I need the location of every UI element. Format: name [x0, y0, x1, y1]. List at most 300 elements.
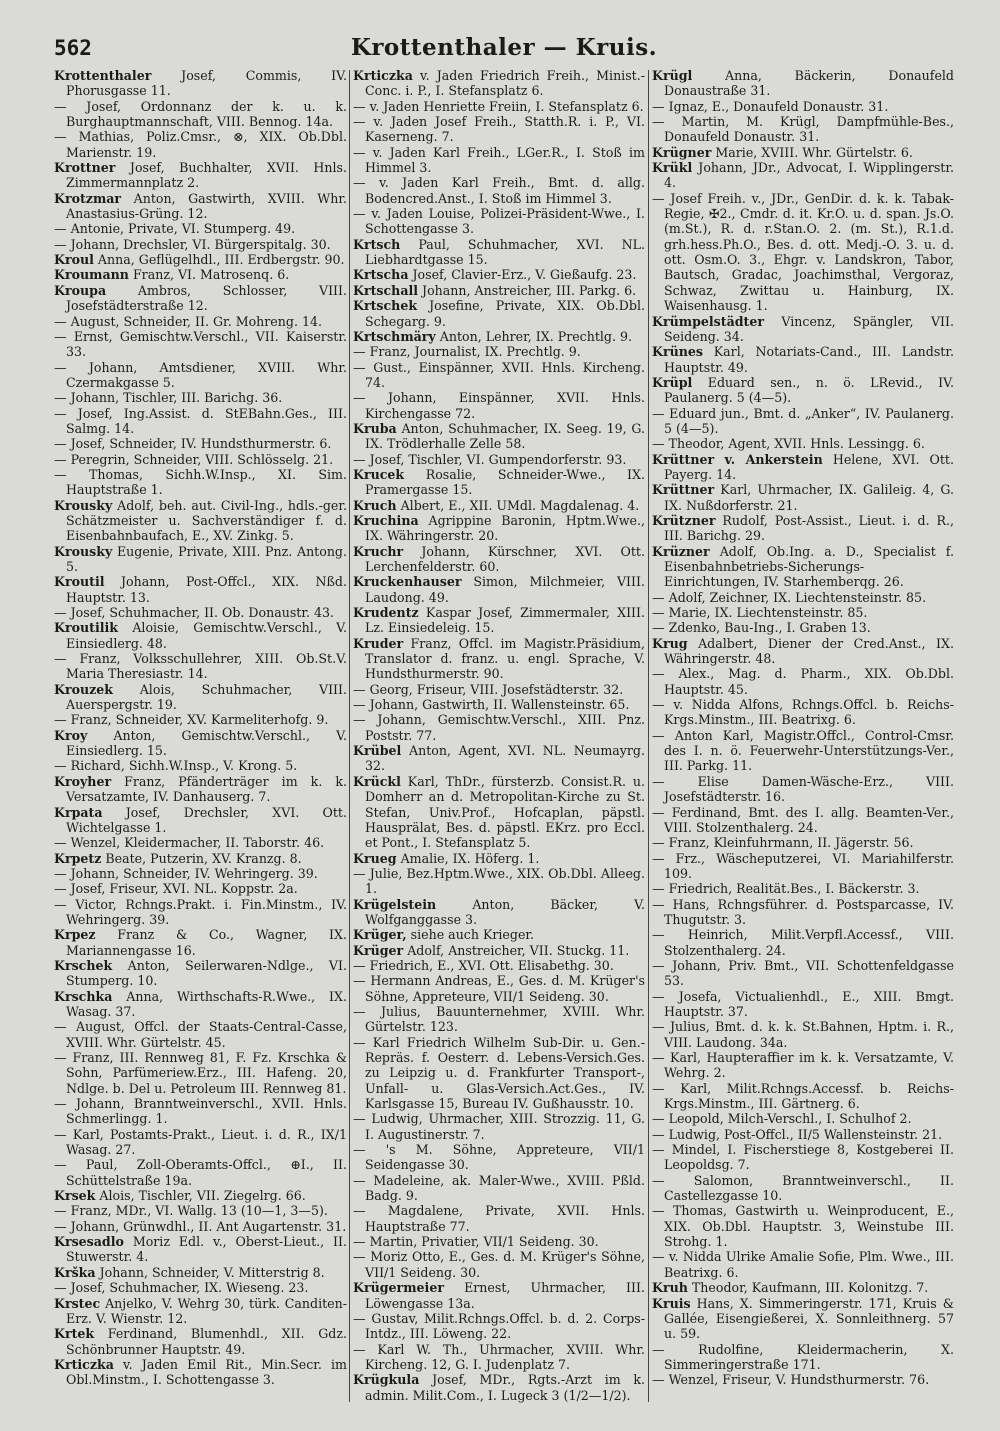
directory-entry	[652, 835, 954, 850]
entry-columns	[54, 68, 954, 1408]
directory-entry	[652, 958, 954, 989]
directory-entry	[353, 927, 645, 942]
entry-surname: Krug	[652, 635, 688, 651]
entry-details: Anton, Gastwirth, XVIII. Whr. Anastasius-Grüng. 12.	[66, 190, 347, 222]
directory-entry	[353, 851, 645, 866]
directory-entry	[353, 973, 645, 1004]
entry-details: — v. Jaden Karl Freih., Bmt. d. allg. Bodencred.Anst., I. Stoß im Himmel 3.	[353, 175, 645, 206]
directory-entry	[652, 1372, 954, 1387]
entry-details: Helene, XVI. Ott. Payerg. 14.	[664, 451, 954, 482]
entry-details: Josef, MDr., Rgts.-Arzt im k. admin. Milit.Com., I. Lugeck 3 (1/2—1/2).	[365, 1372, 645, 1403]
directory-entry	[54, 774, 347, 805]
entry-surname: Krschek	[54, 957, 113, 973]
entry-details: — Karl, Haupteraffier im k. k. Versatzamte, V. Wehrg. 2.	[652, 1050, 954, 1081]
directory-entry	[652, 697, 954, 728]
entry-details: Paul, Schuhmacher, XVI. NL. Liebhardtgasse 15.	[365, 236, 645, 268]
directory-entry	[54, 805, 347, 836]
entry-details: Anton, Lehrer, IX. Prechtlg. 9.	[435, 328, 633, 344]
entry-details: — Leopold, Milch-Verschl., I. Schulhof 2.	[652, 1111, 912, 1127]
directory-entry	[54, 712, 347, 727]
entry-details: Amalie, IX. Höferg. 1.	[396, 850, 540, 866]
directory-entry	[54, 605, 347, 620]
entry-details: Anton, Seilerwaren-Ndlge., VI. Stumperg. 10.	[66, 957, 347, 989]
entry-surname: Kruba	[353, 420, 397, 436]
entry-details: Adolf, beh. aut. Civil-Ing., hdls.-ger. Schätzmeister u. Sachverständiger f. d. Eisenbahnbaufach, E., XV. Zinkg. 5.	[66, 497, 347, 544]
directory-entry	[54, 406, 347, 437]
entry-details: v. Jaden Friedrich Freih., Minist.-Conc. i. P., I. Stefansplatz 6.	[365, 68, 645, 99]
directory-entry	[652, 927, 954, 958]
entry-surname: Kroyher	[54, 773, 112, 789]
entry-surname: Krüttner	[652, 482, 715, 498]
entry-details: — Julius, Bauunternehmer, XVIII. Whr. Gürtelstr. 123.	[353, 1003, 645, 1035]
entry-details: — Franz, MDr., VI. Wallg. 13 (10—1, 3—5).	[54, 1203, 328, 1219]
directory-entry	[54, 467, 347, 498]
directory-entry	[353, 237, 645, 268]
directory-entry	[353, 99, 645, 114]
entry-surname: Krticzka	[353, 68, 413, 83]
entry-surname: Krticzka	[54, 1356, 114, 1372]
entry-details: — Johann, Schneider, IV. Wehringerg. 39.	[54, 865, 318, 881]
entry-details: Moriz Edl. v., Oberst-Lieut., II. Stuwerstr. 4.	[66, 1234, 347, 1265]
entry-surname: Krützner	[652, 512, 716, 528]
directory-entry	[54, 237, 347, 252]
entry-details: Adolf, Anstreicher, VII. Stuckg. 11.	[403, 942, 630, 958]
entry-details: — Ferdinand, Bmt. des I. allg. Beamten-Ver., VIII. Stolzenthalerg. 24.	[652, 804, 954, 835]
directory-entry	[353, 68, 645, 99]
entry-surname: Krtschmäry	[353, 328, 436, 344]
entry-details: siehe auch Krieger.	[406, 927, 535, 943]
entry-details: — Friedrich, Realität.Bes., I. Bäckerstr. 3.	[652, 881, 920, 897]
directory-entry	[652, 666, 954, 697]
directory-entry	[652, 406, 954, 437]
directory-entry	[54, 927, 347, 958]
directory-entry	[652, 1081, 954, 1112]
running-head: Krottenthaler — Kruis.	[350, 34, 658, 61]
directory-entry	[652, 436, 954, 451]
entry-surname: Kruis	[652, 1295, 691, 1311]
entry-details: Ernest, Uhrmacher, III. Löwengasse 13a.	[365, 1280, 645, 1311]
directory-entry	[652, 989, 954, 1020]
entry-details: — Richard, Sichh.W.Insp., V. Krong. 5.	[54, 758, 298, 774]
directory-entry	[652, 1173, 954, 1204]
entry-surname: Kruder	[353, 635, 404, 651]
entry-details: — v. Jaden Karl Freih., LGer.R., I. Stoß im Himmel 3.	[353, 144, 645, 176]
entry-details: Anton, Gemischtw.Verschl., V. Einsiedlerg. 15.	[66, 727, 347, 759]
directory-entry	[353, 1004, 645, 1035]
entry-details: Anjelko, V. Wehrg 30, türk. Canditen-Erz. V. Wienstr. 12.	[66, 1295, 347, 1326]
directory-entry	[652, 881, 954, 896]
directory-entry	[652, 851, 954, 882]
entry-surname: Krstec	[54, 1295, 101, 1311]
directory-entry	[652, 1280, 954, 1295]
directory-entry	[353, 1342, 645, 1373]
entry-surname: Kroutilik	[54, 620, 119, 636]
directory-entry	[54, 390, 347, 405]
directory-entry	[54, 835, 347, 850]
directory-entry	[54, 252, 347, 267]
directory-entry	[353, 682, 645, 697]
page-number: 562	[54, 36, 92, 60]
directory-entry	[353, 943, 645, 958]
directory-entry	[54, 68, 347, 99]
entry-details: Marie, XVIII. Whr. Gürtelstr. 6.	[711, 144, 913, 160]
entry-surname: Krüzner	[652, 543, 710, 559]
entry-details: — Thomas, Sichh.W.Insp., XI. Sim. Hauptstraße 1.	[54, 466, 347, 498]
entry-surname: Krügl	[652, 68, 693, 83]
entry-details: — Wenzel, Friseur, V. Hundsthurmerstr. 76.	[652, 1372, 930, 1388]
entry-details: — Julius, Bmt. d. k. k. St.Bahnen, Hptm. i. R., VIII. Laudong. 34a.	[652, 1019, 954, 1050]
directory-entry	[54, 651, 347, 682]
entry-details: Hans, X. Simmeringerstr. 171, Kruis & Gallée, Eisengießerei, X. Sonnleithnerg. 57 u. 59.	[664, 1295, 954, 1342]
entry-details: Anton, Bäcker, V. Wolfganggasse 3.	[365, 896, 645, 927]
entry-details: — Mathias, Poliz.Cmsr., ⊗, XIX. Ob.Dbl. Marienstr. 19.	[54, 129, 347, 160]
entry-details: — Antonie, Private, VI. Stumperg. 49.	[54, 221, 296, 237]
directory-entry	[353, 897, 645, 928]
directory-entry	[353, 175, 645, 206]
directory-entry	[54, 1157, 347, 1188]
entry-details: Ambros, Schlosser, VIII. Josefstädterstraße 12.	[66, 282, 347, 314]
entry-details: — Peregrin, Schneider, VIII. Schlösselg. 21.	[54, 451, 334, 467]
entry-details: Franz, VI. Matrosenq. 6.	[128, 267, 290, 283]
directory-entry	[54, 452, 347, 467]
directory-entry	[353, 452, 645, 467]
directory-entry	[652, 482, 954, 513]
directory-entry	[652, 774, 954, 805]
directory-entry	[54, 897, 347, 928]
entry-surname: Krüttner v. Ankerstein	[652, 451, 823, 467]
directory-entry	[353, 298, 645, 329]
column-rule	[349, 70, 350, 1402]
entry-details: — Frz., Wäscheputzerei, VI. Mariahilferstr. 109.	[652, 850, 954, 881]
directory-entry	[353, 1173, 645, 1204]
entry-details: — Friedrich, E., XVI. Ott. Elisabethg. 30.	[353, 957, 614, 973]
entry-details: Josef, Drechsler, XVI. Ott. Wichtelgasse 1.	[66, 804, 347, 835]
directory-entry	[54, 1326, 347, 1357]
directory-entry	[54, 314, 347, 329]
entry-details: — Josef, Ordonnanz der k. u. k. Burghauptmannschaft, VIII. Bennog. 14a.	[54, 98, 347, 130]
entry-details: — Adolf, Zeichner, IX. Liechtensteinstr. 85.	[652, 589, 927, 605]
directory-entry	[54, 1203, 347, 1218]
entry-surname: Krtsch	[353, 236, 401, 252]
entry-surname: Krousky	[54, 497, 113, 513]
directory-entry	[652, 1203, 954, 1249]
entry-details: — Thomas, Gastwirth u. Weinproducent, E., XIX. Ob.Dbl. Hauptstr. 3, Weinstube III. Strohg. 1.	[652, 1203, 954, 1250]
directory-entry	[54, 1188, 347, 1203]
entry-details: — August, Offcl. der Staats-Central-Casse, XVIII. Whr. Gürtelstr. 45.	[54, 1019, 347, 1050]
entry-details: Albert, E., XII. UMdl. Magdalenag. 4.	[396, 497, 640, 513]
directory-entry	[54, 620, 347, 651]
directory-entry	[54, 1296, 347, 1327]
entry-details: — Mindel, I. Fischerstiege 8, Kostgeberei II. Leopoldsg. 7.	[652, 1142, 954, 1173]
directory-entry	[652, 191, 954, 314]
directory-entry	[652, 160, 954, 191]
entry-details: — Franz, Schneider, XV. Karmeliterhofg. 9.	[54, 712, 329, 728]
directory-entry	[353, 605, 645, 636]
directory-entry	[353, 636, 645, 682]
entry-details: Johann, Schneider, V. Mitterstrig 8.	[95, 1264, 325, 1280]
entry-details: — Zdenko, Bau-Ing., I. Graben 13.	[652, 620, 871, 636]
entry-surname: Krottner	[54, 160, 116, 176]
directory-entry	[652, 68, 954, 99]
directory-entry	[652, 114, 954, 145]
entry-details: Theodor, Kaufmann, III. Kolonitzg. 7.	[687, 1280, 929, 1296]
entry-surname: Kroutil	[54, 574, 105, 590]
entry-details: — Martin, M. Krügl, Dampfmühle-Bes., Donaufeld Donaustr. 31.	[652, 114, 954, 145]
entry-details: Eugenie, Private, XIII. Pnz. Antong. 5.	[66, 543, 347, 574]
directory-entry	[54, 221, 347, 236]
entry-surname: Krotzmar	[54, 190, 122, 206]
entry-details: — Josefa, Victualienhdl., E., XIII. Bmgt. Hauptstr. 37.	[652, 988, 954, 1019]
entry-details: Johann, Anstreicher, III. Parkg. 6.	[418, 282, 637, 298]
directory-entry	[54, 1127, 347, 1158]
entry-surname: Kruch	[353, 497, 397, 513]
entry-details: — Ludwig, Post-Offcl., II/5 Wallensteinstr. 21.	[652, 1126, 943, 1142]
entry-details: — Josef, Friseur, XVI. NL. Koppstr. 2a.	[54, 881, 298, 897]
entry-surname: Krüger	[353, 942, 404, 958]
entry-surname: Krünes	[652, 344, 703, 360]
directory-entry	[652, 1050, 954, 1081]
entry-surname: Krümpelstädter	[652, 313, 765, 329]
entry-surname: Krpez	[54, 927, 96, 943]
entry-details: — Johann, Grünwdhl., II. Ant Augartenstr. 31.	[54, 1218, 347, 1234]
directory-entry	[652, 1249, 954, 1280]
directory-entry	[54, 574, 347, 605]
directory-entry	[54, 498, 347, 544]
entry-details: — Hermann Andreas, E., Ges. d. M. Krüger's Söhne, Appreteure, VII/1 Seideng. 30.	[353, 973, 645, 1004]
entry-surname: Krudentz	[353, 605, 419, 621]
entry-surname: Kruchina	[353, 512, 419, 528]
entry-details: — Salomon, Branntweinverschl., II. Castellezgasse 10.	[652, 1172, 954, 1204]
entry-details: Anna, Bäckerin, Donaufeld Donaustraße 31.	[664, 68, 954, 99]
entry-surname: Krpetz	[54, 850, 102, 866]
directory-entry	[54, 758, 347, 773]
directory-entry	[652, 620, 954, 635]
entry-details: — Johann, Drechsler, VI. Bürgerspitalg. 30.	[54, 236, 331, 252]
entry-surname: Kruchr	[353, 543, 404, 559]
directory-entry	[353, 344, 645, 359]
entry-details: — v. Nidda Alfons, Rchngs.Offcl. b. Reichs-Krgs.Minstm., III. Beatrixg. 6.	[652, 697, 954, 728]
entry-details: — Johann, Gastwirth, II. Wallensteinstr. 65.	[353, 697, 630, 713]
directory-entry	[353, 329, 645, 344]
directory-entry	[353, 145, 645, 176]
entry-surname: Krükl	[652, 160, 693, 176]
entry-details: v. Jaden Emil Rit., Min.Secr. im Obl.Minstm., I. Schottengasse 3.	[66, 1356, 347, 1388]
entry-details: — Josef, Tischler, VI. Gumpendorferstr. 93.	[353, 451, 627, 467]
entry-details: Josef, Clavier-Erz., V. Gießaufg. 23.	[408, 267, 637, 283]
entry-details: — Ignaz, E., Donaufeld Donaustr. 31.	[652, 98, 889, 114]
entry-surname: Kroy	[54, 727, 88, 743]
entry-details: — Madeleine, ak. Maler-Wwe., XVIII. Pßld. Badg. 9.	[353, 1172, 645, 1204]
directory-entry	[353, 114, 645, 145]
directory-entry	[652, 375, 954, 406]
directory-entry	[353, 1311, 645, 1342]
directory-entry	[353, 1203, 645, 1234]
entry-details: — Karl W. Th., Uhrmacher, XVIII. Whr. Kircheng. 12, G. I. Judenplatz 7.	[353, 1341, 645, 1372]
entry-surname: Krschka	[54, 988, 113, 1004]
entry-details: — Gustav, Milit.Rchngs.Offcl. b. d. 2. Corps-Intdz., III. Löweng. 22.	[353, 1310, 645, 1342]
directory-entry	[353, 467, 645, 498]
entry-details: Alois, Tischler, VII. Ziegelrg. 66.	[95, 1188, 306, 1204]
entry-details: — Alex., Mag. d. Pharm., XIX. Ob.Dbl. Hauptstr. 45.	[652, 666, 954, 697]
entry-details: — Eduard jun., Bmt. d. „Anker“, IV. Paulanerg. 5 (4—5).	[652, 405, 954, 436]
directory-entry	[652, 636, 954, 667]
entry-details: — Moriz Otto, E., Ges. d. M. Krüger's Söhne, VII/1 Seideng. 30.	[353, 1249, 645, 1280]
directory-entry	[353, 1372, 645, 1403]
directory-entry	[353, 1280, 645, 1311]
directory-entry	[652, 1342, 954, 1373]
entry-details: Adalbert, Diener der Cred.Anst., IX. Währingerstr. 48.	[664, 635, 954, 667]
directory-entry	[652, 805, 954, 836]
entry-details: Agrippine Baronin, Hptm.Wwe., IX. Währingerstr. 20.	[365, 512, 645, 544]
directory-entry	[54, 191, 347, 222]
directory-entry	[54, 1096, 347, 1127]
entry-details: — Ludwig, Uhrmacher, XIII. Strozzig. 11, G. I. Augustinerstr. 7.	[353, 1111, 645, 1142]
entry-surname: Kruckenhauser	[353, 574, 462, 590]
entry-details: Karl, Notariats-Cand., III. Landstr. Hauptstr. 49.	[664, 344, 954, 375]
entry-surname: Krübel	[353, 743, 402, 759]
directory-entry	[353, 866, 645, 897]
directory-entry	[54, 283, 347, 314]
entry-details: — Martin, Privatier, VII/1 Seideng. 30.	[353, 1234, 599, 1250]
directory-entry	[54, 881, 347, 896]
entry-details: Kaspar Josef, Zimmermaler, XIII. Lz. Einsiedeleig. 15.	[365, 605, 645, 636]
entry-details: Franz & Co., Wagner, IX. Mariannengasse 16.	[66, 927, 347, 958]
directory-entry	[54, 682, 347, 713]
directory-entry	[353, 360, 645, 391]
entry-surname: Krüger,	[353, 927, 407, 943]
entry-details: Alois, Schuhmacher, VIII. Auerspergstr. 19.	[66, 681, 347, 713]
entry-surname: Krška	[54, 1264, 96, 1280]
entry-details: — Marie, IX. Liechtensteinstr. 85.	[652, 605, 868, 621]
entry-surname: Kroupa	[54, 282, 107, 298]
entry-details: Vincenz, Spängler, VII. Seideng. 34.	[664, 313, 954, 344]
directory-entry	[353, 774, 645, 851]
entry-surname: Krsek	[54, 1188, 96, 1204]
entry-details: — Anton Karl, Magistr.Offcl., Control-Cmsr. des I. n. ö. Feuerwehr-Unterstützungs-Ver., III. Parkg. 11.	[652, 727, 954, 774]
entry-surname: Krügkula	[353, 1372, 420, 1388]
entry-details: Johann, Kürschner, XVI. Ott. Lerchenfelderstr. 60.	[365, 543, 645, 574]
directory-entry	[652, 99, 954, 114]
entry-surname: Krtek	[54, 1326, 95, 1342]
directory-entry	[353, 544, 645, 575]
entry-details: — v. Jaden Louise, Polizei-Präsident-Wwe., I. Schottengasse 3.	[353, 206, 645, 237]
entry-details: Karl, ThDr., fürsterzb. Consist.R. u. Domherr an d. Metropolitan-Kirche zu St. Stefan, Univ.Prof., Hofcaplan, päpstl. Hausprälat, Bes. d. päpstl. EKrz. pro Eccl. et Pont., I. Stefansplatz 5.	[365, 773, 645, 851]
directory-entry	[353, 697, 645, 712]
entry-details: — Johann, Einspänner, XVII. Hnls. Kirchengasse 72.	[353, 390, 645, 421]
directory-entry	[54, 958, 347, 989]
directory-entry	[353, 958, 645, 973]
entry-details: — Gust., Einspänner, XVII. Hnls. Kircheng. 74.	[353, 359, 645, 390]
entry-details: Anton, Schuhmacher, IX. Seeg. 19, G. IX. Trödlerhalle Zelle 58.	[365, 420, 645, 452]
directory-entry	[54, 1019, 347, 1050]
directory-entry	[353, 574, 645, 605]
directory-entry	[54, 1265, 347, 1280]
directory-entry	[353, 267, 645, 282]
directory-entry	[652, 1127, 954, 1142]
directory-entry	[54, 1280, 347, 1295]
entry-details: — Johann, Priv. Bmt., VII. Schottenfeldgasse 53.	[652, 957, 954, 989]
entry-details: Ferdinand, Blumenhdl., XII. Gdz. Schönbrunner Hauptstr. 49.	[66, 1326, 347, 1357]
entry-details: — Franz, III. Rennweg 81, F. Fz. Krschka & Sohn, Parfümeriew.Erz., III. Hafeng. 20, Ndlge. b. Del u. Petroleum III. Rennweg 81.	[54, 1050, 347, 1096]
entry-surname: Kroumann	[54, 267, 129, 283]
directory-entry	[353, 1111, 645, 1142]
directory-entry	[353, 1035, 645, 1112]
entry-details: — Johann, Tischler, III. Barichg. 36.	[54, 390, 283, 406]
directory-entry	[54, 329, 347, 360]
entry-details: Johann, JDr., Advocat, I. Wipplingerstr. 4.	[664, 160, 954, 191]
entry-details: — Magdalene, Private, XVII. Hnls. Hauptstraße 77.	[353, 1203, 645, 1234]
entry-surname: Krsesadlo	[54, 1234, 124, 1250]
entry-surname: Krouzek	[54, 681, 114, 697]
directory-entry	[652, 513, 954, 544]
directory-entry	[54, 728, 347, 759]
directory-entry	[54, 99, 347, 130]
directory-entry	[353, 283, 645, 298]
entry-details: — Wenzel, Kleidermacher, II. Taborstr. 46.	[54, 835, 325, 851]
directory-entry	[353, 390, 645, 421]
column-rule	[648, 70, 649, 1402]
directory-entry	[54, 160, 347, 191]
entry-details: — Hans, Rchngsführer. d. Postsparcasse, IV. Thugutstr. 3.	[652, 896, 954, 927]
directory-entry	[353, 1142, 645, 1173]
directory-entry	[353, 712, 645, 743]
entry-details: Anna, Geflügelhdl., III. Erdbergstr. 90.	[93, 252, 345, 268]
entry-details: — Josef Freih. v., JDr., GenDir. d. k. k. Tabak-Regie, ✠2., Cmdr. d. it. Kr.O. u. d. span. Js.O. (m.St.), R. d. r.Stan.O. 2. (m. St.), R.1.d. grh.hess.Ph.O., Bes. d. ott. Medj.-O. 3. u. d. ott. Osm.O. 3., Ehgr. v. Landskron, Tabor, Bautsch, Gradac, Joachimsthal, Vergoraz, Schwaz, Zwittau u. Hainburg, IX. Waisenhausg. 1.	[652, 190, 954, 314]
entry-details: — Paul, Zoll-Oberamts-Offcl., ⊕I., II. Schüttelstraße 19a.	[54, 1157, 347, 1188]
column-3	[652, 68, 954, 1408]
directory-entry	[652, 314, 954, 345]
entry-surname: Krügner	[652, 144, 712, 160]
entry-details: Rudolf, Post-Assist., Lieut. i. d. R., III. Barichg. 29.	[664, 512, 954, 544]
entry-details: Beate, Putzerin, XV. Kranzg. 8.	[101, 850, 302, 866]
directory-entry	[54, 1050, 347, 1096]
directory-entry	[353, 513, 645, 544]
entry-details: Anna, Wirthschafts-R.Wwe., IX. Wasag. 37.	[66, 988, 347, 1019]
entry-details: — Josef, Schuhmacher, IX. Wieseng. 23.	[54, 1280, 309, 1296]
directory-entry	[652, 605, 954, 620]
entry-surname: Krucek	[353, 466, 405, 482]
directory-entry	[54, 267, 347, 282]
entry-details: Simon, Milchmeier, VIII. Laudong. 49.	[365, 574, 645, 605]
entry-details: — Karl Friedrich Wilhelm Sub-Dir. u. Gen.-Repräs. f. Oesterr. d. Lebens-Versich.Ges. zu Leipzig u. d. Frankfurter Transport-, Unfall- u. Glas-Versich.Act.Ges., IV. Karlsgasse 15, Bureau IV. Gußhausstr. 10.	[353, 1034, 645, 1112]
entry-surname: Krügermeier	[353, 1280, 444, 1296]
directory-entry	[54, 1357, 347, 1388]
directory-entry	[54, 866, 347, 881]
entry-details: — Josef, Schneider, IV. Hundsthurmerstr. 6.	[54, 436, 332, 452]
entry-details: — v. Jaden Henriette Freiin, I. Stefansplatz 6.	[353, 98, 644, 114]
entry-details: Johann, Post-Offcl., XIX. Nßd. Hauptstr. 13.	[66, 574, 347, 605]
entry-surname: Krügelstein	[353, 896, 437, 912]
entry-surname: Krtschall	[353, 282, 419, 298]
entry-details: — Josef, Schuhmacher, II. Ob. Donaustr. 43.	[54, 605, 335, 621]
entry-surname: Krtschek	[353, 298, 418, 314]
entry-details: — Johann, Branntweinverschl., XVII. Hnls. Schmerlingg. 1.	[54, 1096, 347, 1127]
directory-entry	[54, 1234, 347, 1265]
entry-surname: Krtscha	[353, 267, 409, 283]
entry-surname: Kruh	[652, 1280, 688, 1296]
entry-surname: Kroul	[54, 252, 94, 268]
directory-entry	[652, 1019, 954, 1050]
entry-details: Eduard sen., n. ö. LRevid., IV. Paulanerg. 5 (4—5).	[664, 374, 954, 406]
entry-surname: Krottenthaler	[54, 68, 152, 83]
entry-details: — Karl, Postamts-Prakt., Lieut. i. d. R., IX/1 Wasag. 27.	[54, 1126, 347, 1158]
entry-surname: Krueg	[353, 850, 397, 866]
entry-details: Karl, Uhrmacher, IX. Galileig. 4, G. IX. Nußdorferstr. 21.	[664, 482, 954, 513]
column-1	[54, 68, 347, 1408]
entry-surname: Krüpl	[652, 374, 693, 390]
directory-entry	[353, 1249, 645, 1280]
entry-details: — Theodor, Agent, XVII. Hnls. Lessingg. 6.	[652, 436, 925, 452]
